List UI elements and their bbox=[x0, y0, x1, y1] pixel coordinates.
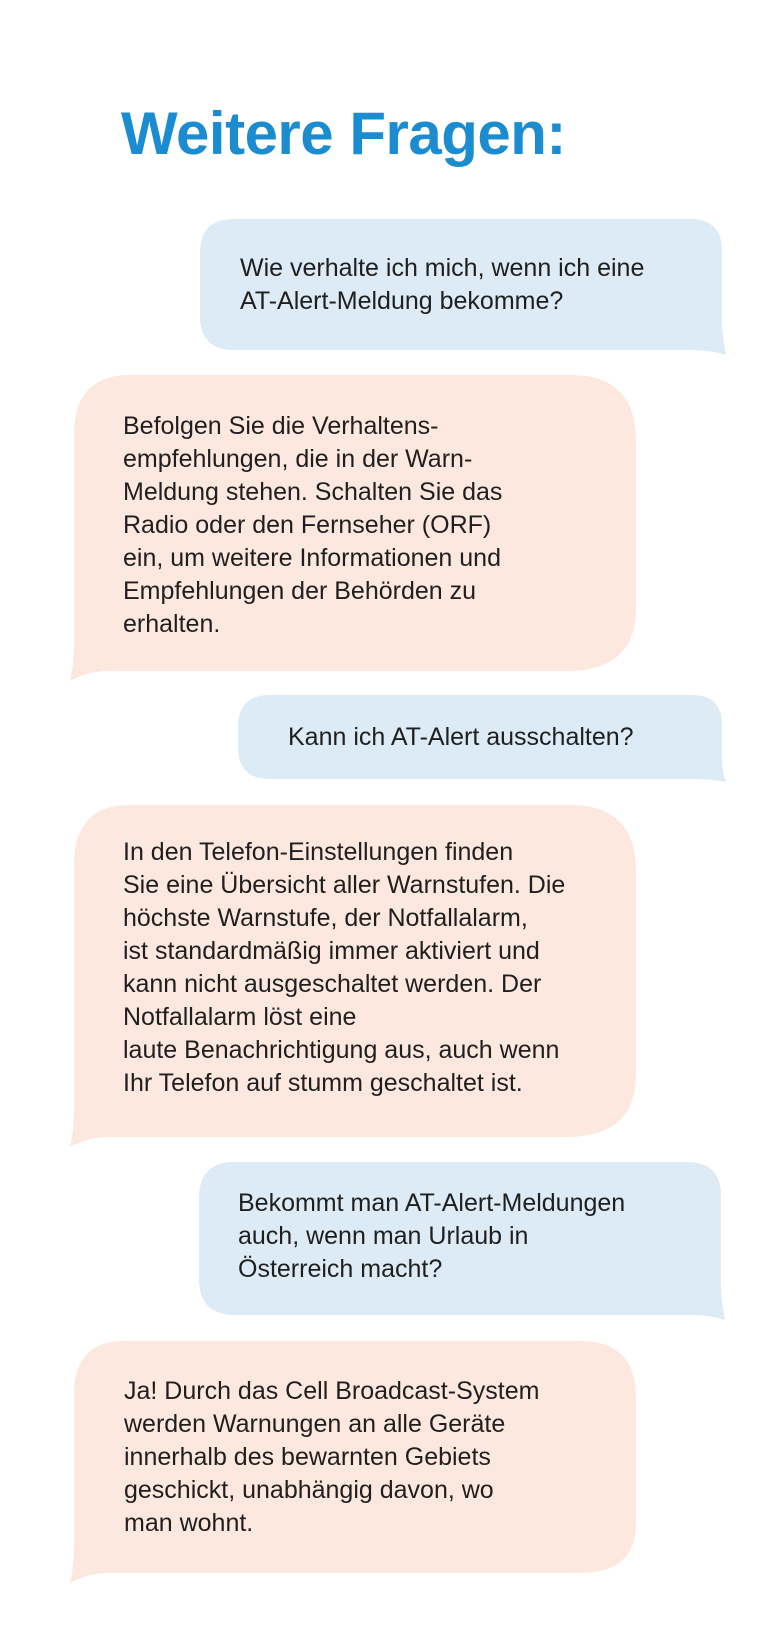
answer-bubble bbox=[70, 375, 636, 681]
text-line: Empfehlungen der Behörden zu bbox=[123, 577, 477, 605]
answer-bubble bbox=[70, 805, 636, 1147]
text-line: Sie eine Übersicht aller Warnstufen. Die bbox=[123, 871, 566, 899]
text-line: höchste Warnstufe, der Notfallalarm, bbox=[123, 904, 528, 932]
question-bubble bbox=[200, 219, 726, 355]
text-line: Ihr Telefon auf stumm geschaltet ist. bbox=[123, 1069, 523, 1097]
answer-bubble bbox=[70, 1341, 636, 1583]
text-line: geschickt, unabhängig davon, wo bbox=[124, 1476, 494, 1504]
answer-text bbox=[124, 1375, 539, 1540]
text-line: Ja! Durch das Cell Broadcast-System bbox=[124, 1377, 540, 1405]
text-line: man wohnt. bbox=[124, 1509, 254, 1537]
text-line: ist standardmäßig immer aktiviert und bbox=[123, 937, 540, 965]
question-text bbox=[238, 1187, 625, 1286]
text-line: ein, um weitere Informationen und bbox=[123, 544, 501, 572]
text-line: Notfallalarm löst eine bbox=[123, 1003, 357, 1031]
page-title: Weitere Fragen: bbox=[121, 100, 566, 167]
text-line: Österreich macht? bbox=[238, 1255, 443, 1283]
text-line: Kann ich AT-Alert ausschalten? bbox=[288, 723, 634, 751]
text-line: In den Telefon-Einstellungen finden bbox=[123, 838, 514, 866]
question-bubble bbox=[238, 695, 726, 782]
text-line: Befolgen Sie die Verhaltens- bbox=[123, 412, 439, 440]
text-line: auch, wenn man Urlaub in bbox=[238, 1222, 529, 1250]
text-line: Wie verhalte ich mich, wenn ich eine bbox=[240, 254, 645, 282]
text-line: AT-Alert-Meldung bekomme? bbox=[240, 287, 564, 315]
text-line: Meldung stehen. Schalten Sie das bbox=[123, 478, 503, 506]
question-text bbox=[240, 252, 644, 318]
text-line: Bekommt man AT-Alert-Meldungen bbox=[238, 1189, 626, 1217]
text-line: laute Benachrichtigung aus, auch wenn bbox=[123, 1036, 560, 1064]
text-line: erhalten. bbox=[123, 610, 221, 638]
answer-text bbox=[123, 836, 565, 1100]
text-line: kann nicht ausgeschaltet werden. Der bbox=[123, 970, 542, 998]
text-line: innerhalb des bewarnten Gebiets bbox=[124, 1443, 491, 1471]
question-bubble bbox=[199, 1162, 725, 1320]
text-line: empfehlungen, die in der Warn- bbox=[123, 445, 473, 473]
answer-text bbox=[123, 410, 502, 641]
text-line: werden Warnungen an alle Geräte bbox=[124, 1410, 506, 1438]
question-text bbox=[288, 721, 634, 754]
text-line: Radio oder den Fernseher (ORF) bbox=[123, 511, 492, 539]
